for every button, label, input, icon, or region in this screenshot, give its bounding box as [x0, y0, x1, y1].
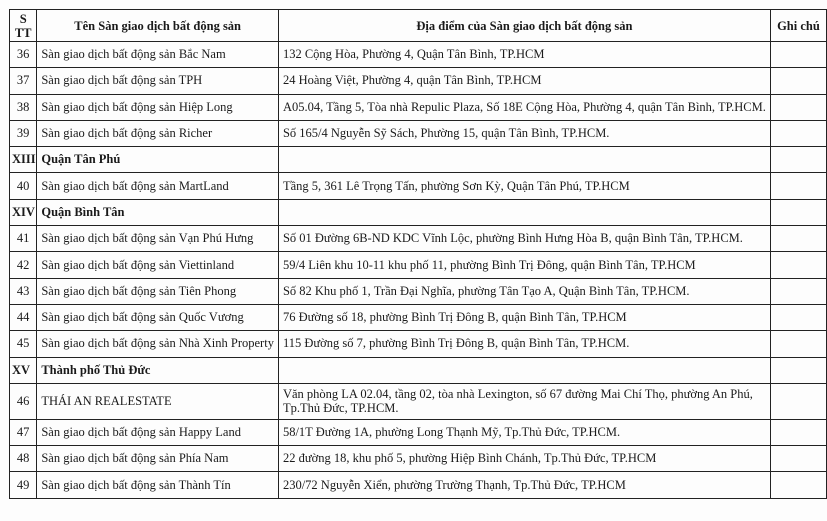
- header-address: Địa điểm của Sàn giao dịch bất động sản: [278, 10, 770, 42]
- row-name: Sàn giao dịch bất động sản Richer: [37, 120, 279, 146]
- row-name: Sàn giao dịch bất động sản Hiệp Long: [37, 94, 279, 120]
- header-note: Ghi chú: [770, 10, 826, 42]
- row-note: [770, 472, 826, 498]
- row-name: Sàn giao dịch bất động sản TPH: [37, 68, 279, 94]
- row-address: 132 Cộng Hòa, Phường 4, Quận Tân Bình, TP.HCM: [278, 42, 770, 68]
- row-address: 24 Hoàng Việt, Phường 4, quận Tân Bình, TP.HCM: [278, 68, 770, 94]
- row-note: [770, 252, 826, 278]
- row-note: [770, 331, 826, 357]
- row-note: [770, 42, 826, 68]
- section-number: XV: [10, 357, 37, 383]
- row-stt: 41: [10, 226, 37, 252]
- row-note: [770, 419, 826, 445]
- section-row: [10, 199, 827, 225]
- table-row: [10, 226, 827, 252]
- row-stt: 36: [10, 42, 37, 68]
- row-name: Sàn giao dịch bất động sản Phía Nam: [37, 446, 279, 472]
- row-name: Sàn giao dịch bất động sản Bắc Nam: [37, 42, 279, 68]
- header-name: Tên Sàn giao dịch bất động sản: [37, 10, 279, 42]
- row-name: Sàn giao dịch bất động sản Tiên Phong: [37, 278, 279, 304]
- row-stt: 42: [10, 252, 37, 278]
- row-stt: 37: [10, 68, 37, 94]
- row-address: 59/4 Liên khu 10-11 khu phố 11, phường Bình Trị Đông, quận Bình Tân, TP.HCM: [278, 252, 770, 278]
- row-stt: 48: [10, 446, 37, 472]
- row-stt: 46: [10, 383, 37, 419]
- header-stt-line1: S: [19, 11, 27, 26]
- row-stt: 44: [10, 304, 37, 330]
- row-address: 230/72 Nguyễn Xiển, phường Trường Thạnh, Tp.Thủ Đức, TP.HCM: [278, 472, 770, 498]
- table-row: [10, 331, 827, 357]
- row-address: Số 165/4 Nguyễn Sỹ Sách, Phường 15, quận Tân Bình, TP.HCM.: [278, 120, 770, 146]
- row-name: Sàn giao dịch bất động sản Thành Tín: [37, 472, 279, 498]
- row-address: 115 Đường số 7, phường Bình Trị Đông B, quận Bình Tân, TP.HCM.: [278, 331, 770, 357]
- section-row: [10, 147, 827, 173]
- section-title: Quận Bình Tân: [37, 199, 279, 225]
- row-stt: 38: [10, 94, 37, 120]
- section-empty-address: [278, 147, 770, 173]
- section-empty-address: [278, 199, 770, 225]
- header-stt: [10, 10, 37, 42]
- row-address: Văn phòng LA 02.04, tầng 02, tòa nhà Lexington, số 67 đường Mai Chí Thọ, phường An Phú, Tp.Thủ Đức, TP.HCM.: [278, 383, 770, 419]
- table-row: [10, 94, 827, 120]
- section-empty-note: [770, 357, 826, 383]
- row-stt: 45: [10, 331, 37, 357]
- section-title: Thành phố Thủ Đức: [37, 357, 279, 383]
- row-note: [770, 94, 826, 120]
- row-name: Sàn giao dịch bất động sản Viettinland: [37, 252, 279, 278]
- row-stt: 49: [10, 472, 37, 498]
- row-stt: 47: [10, 419, 37, 445]
- section-title: Quận Tân Phú: [37, 147, 279, 173]
- table-header-row: [10, 10, 827, 42]
- row-name: THÁI AN REALESTATE: [37, 383, 279, 419]
- table-row: [10, 68, 827, 94]
- table-row: [10, 278, 827, 304]
- row-name: Sàn giao dịch bất động sản Quốc Vương: [37, 304, 279, 330]
- row-address: Tầng 5, 361 Lê Trọng Tấn, phường Sơn Kỳ, Quận Tân Phú, TP.HCM: [278, 173, 770, 199]
- row-note: [770, 278, 826, 304]
- row-address: A05.04, Tầng 5, Tòa nhà Repulic Plaza, Số 18E Cộng Hòa, Phường 4, quận Tân Bình, TP.HCM.: [278, 94, 770, 120]
- row-stt: 39: [10, 120, 37, 146]
- row-name: Sàn giao dịch bất động sản Happy Land: [37, 419, 279, 445]
- table-row: [10, 42, 827, 68]
- row-address: Số 01 Đường 6B-ND KDC Vĩnh Lộc, phường Bình Hưng Hòa B, quận Bình Tân, TP.HCM.: [278, 226, 770, 252]
- section-empty-note: [770, 199, 826, 225]
- row-stt: 40: [10, 173, 37, 199]
- row-note: [770, 304, 826, 330]
- section-number: XIV: [10, 199, 37, 225]
- row-note: [770, 446, 826, 472]
- header-stt-line2: TT: [14, 25, 32, 40]
- row-address: 76 Đường số 18, phường Bình Trị Đông B, quận Bình Tân, TP.HCM: [278, 304, 770, 330]
- exchange-table: [9, 9, 827, 499]
- section-number: XIII: [10, 147, 37, 173]
- table-row: [10, 472, 827, 498]
- row-note: [770, 68, 826, 94]
- table-row: [10, 383, 827, 419]
- table-row: [10, 419, 827, 445]
- row-address: 22 đường 18, khu phố 5, phường Hiệp Bình Chánh, Tp.Thủ Đức, TP.HCM: [278, 446, 770, 472]
- row-note: [770, 226, 826, 252]
- table-row: [10, 120, 827, 146]
- section-empty-address: [278, 357, 770, 383]
- table-row: [10, 304, 827, 330]
- row-address: Số 82 Khu phố 1, Trần Đại Nghĩa, phường Tân Tạo A, Quận Bình Tân, TP.HCM.: [278, 278, 770, 304]
- row-note: [770, 383, 826, 419]
- table-row: [10, 252, 827, 278]
- table-body: [10, 42, 827, 499]
- section-row: [10, 357, 827, 383]
- section-empty-note: [770, 147, 826, 173]
- row-note: [770, 120, 826, 146]
- row-name: Sàn giao dịch bất động sản MartLand: [37, 173, 279, 199]
- table-row: [10, 446, 827, 472]
- row-name: Sàn giao dịch bất động sản Vạn Phú Hưng: [37, 226, 279, 252]
- table-row: [10, 173, 827, 199]
- row-name: Sàn giao dịch bất động sản Nhà Xinh Property: [37, 331, 279, 357]
- row-address: 58/1T Đường 1A, phường Long Thạnh Mỹ, Tp.Thủ Đức, TP.HCM.: [278, 419, 770, 445]
- row-stt: 43: [10, 278, 37, 304]
- row-note: [770, 173, 826, 199]
